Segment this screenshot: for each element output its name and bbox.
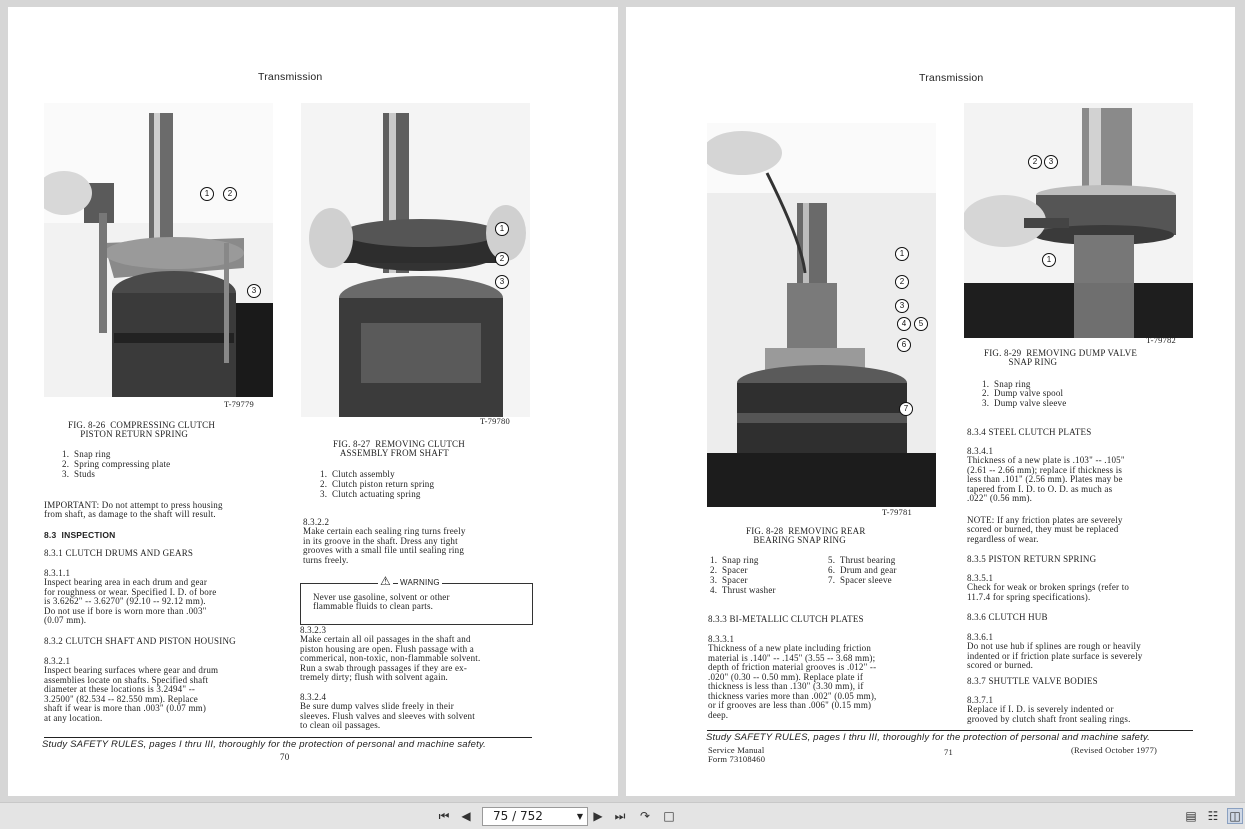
subsection-heading: 8.3.5 PISTON RETURN SPRING (967, 554, 1097, 564)
legend-item: 3. Spacer (710, 575, 748, 585)
figure-number: T-79782 (1146, 335, 1176, 345)
paragraph: 8.3.2.2 Make certain each sealing ring turns freely in its groove in the shaft. Dress any tight grooves with a small file until sealing ring turns freely. (303, 517, 466, 565)
chevron-down-icon: ▼ (576, 812, 583, 821)
legend-item: 7. Spacer sleeve (828, 575, 892, 585)
paragraph: 8.3.5.1 Check for weak or broken springs (refer to 11.7.4 for spring specifications). (967, 573, 1130, 602)
viewer-toolbar (0, 802, 1245, 829)
legend-item: 1. Snap ring (982, 379, 1031, 389)
callout-3: 3 (895, 299, 909, 313)
left-page (8, 7, 618, 796)
rotate-icon[interactable]: ↷ (639, 809, 651, 823)
continuous-view-icon[interactable]: ☷ (1207, 809, 1219, 823)
page-header: Transmission (919, 72, 984, 84)
subsection-heading: 8.3.3 BI-METALLIC CLUTCH PLATES (708, 614, 864, 624)
safety-notice: Study SAFETY RULES, pages I thru III, thoroughly for the protection of personal and machine safety. (42, 739, 487, 750)
legend-item: 2. Dump valve spool (982, 388, 1064, 398)
legend-item: 3. Clutch actuating spring (320, 489, 421, 499)
callout-3: 3 (495, 275, 509, 289)
warning-title: WARNING (400, 578, 440, 587)
figure-caption: FIG. 8-27 REMOVING CLUTCH ASSEMBLY FROM SHAFT (333, 439, 465, 459)
next-page-icon[interactable]: ▶ (593, 809, 603, 823)
callout-3: 3 (1044, 155, 1058, 169)
figure-caption: FIG. 8-28 REMOVING REAR BEARING SNAP RING (746, 526, 866, 546)
important-note: IMPORTANT: Do not attempt to press housing from shaft, as damage to the shaft will result. (44, 500, 223, 520)
legend-item: 6. Drum and gear (828, 565, 897, 575)
warning-icon: ⚠ (380, 574, 391, 588)
right-page (626, 7, 1235, 796)
figure-8-28-photo (707, 123, 936, 507)
paragraph: 8.3.3.1 Thickness of a new plate including friction material is .140" -- .145" (3.55 -- 3.68 mm); depth of friction material grooves is .012" -- .020" (0.30 -- 0.50 mm). Replace plate if thickness is less than .130" (3.30 mm), if thickness varies more than .002" (0.05 mm), or if grooves are less than .006" (0.15 mm) deep. (708, 634, 877, 720)
subsection-heading: 8.3.6 CLUTCH HUB (967, 612, 1048, 622)
callout-7: 7 (899, 402, 913, 416)
legend-item: 3. Dump valve sleeve (982, 398, 1067, 408)
section-heading: 8.3 INSPECTION (44, 530, 116, 540)
single-page-view-icon[interactable]: ▤ (1185, 809, 1197, 823)
subsection-heading: 8.3.4 STEEL CLUTCH PLATES (967, 427, 1092, 437)
paragraph: 8.3.1.1 Inspect bearing area in each drum and gear for roughness or wear. Specified I. D. of bore is 3.6262" -- 3.6270" (92.10 -- 92.12 mm). Do not use if bore is worn more than .003" (0.07 mm). (44, 568, 217, 626)
footer-rule (707, 730, 1193, 731)
footer-form: Service Manual Form 73108460 (708, 745, 766, 764)
legend-item: 1. Snap ring (710, 555, 759, 565)
subsection-heading: 8.3.1 CLUTCH DRUMS AND GEARS (44, 548, 194, 558)
legend-item: 4. Thrust washer (710, 585, 776, 595)
callout-2: 2 (1028, 155, 1042, 169)
footer-rule (44, 737, 532, 738)
paragraph: 8.3.2.3 Make certain all oil passages in the shaft and piston housing are open. Flush passage with a commerical, non-toxic, non-flammable solvent. Run a swab through passages if they are ex- tremely dirty; flush with solvent again. (300, 625, 481, 683)
callout-2: 2 (495, 252, 509, 266)
figure-caption: FIG. 8-29 REMOVING DUMP VALVE SNAP RING (984, 348, 1138, 368)
callout-1: 1 (495, 222, 509, 236)
two-page-view-icon[interactable]: ◫ (1227, 808, 1243, 824)
last-page-icon[interactable]: ⏭ (614, 809, 626, 823)
safety-notice: Study SAFETY RULES, pages I thru III, thoroughly for the protection of personal and machine safety. (706, 732, 1151, 743)
page-indicator: 75 / 752 (493, 809, 543, 823)
legend-item: 2. Spacer (710, 565, 748, 575)
paragraph: 8.3.6.1 Do not use hub if splines are rough or heavily indented or if friction plate surface is severely scored or burned. (967, 632, 1143, 671)
subsection-heading: 8.3.2 CLUTCH SHAFT AND PISTON HOUSING (44, 636, 236, 646)
first-page-icon[interactable]: ⏮ (438, 809, 450, 823)
paragraph: 8.3.2.1 Inspect bearing surfaces where gear and drum assemblies locate on shafts. Specified shaft diameter at these locations is 3.2494" -- 3.2500" (82.534 -- 82.550 mm). Replace shaft if wear is more than .003" (0.07 mm) at any location. (44, 656, 219, 723)
fit-icon[interactable]: □ (663, 809, 675, 823)
callout-1: 1 (895, 247, 909, 261)
page-number: 71 (944, 747, 953, 757)
callout-1: 1 (1042, 253, 1056, 267)
subsection-heading: 8.3.7 SHUTTLE VALVE BODIES (967, 676, 1098, 686)
legend-item: 5. Thrust bearing (828, 555, 896, 565)
figure-caption: FIG. 8-26 COMPRESSING CLUTCH PISTON RETURN SPRING (68, 420, 216, 440)
legend-item: 1. Snap ring (62, 449, 111, 459)
callout-5: 5 (914, 317, 928, 331)
figure-number: T-79781 (882, 507, 912, 517)
figure-number: T-79780 (480, 416, 510, 426)
note: NOTE: If any friction plates are severely scored or burned, they must be replaced regardless of wear. (967, 515, 1123, 544)
legend-item: 1. Clutch assembly (320, 469, 395, 479)
warning-text: Never use gasoline, solvent or other flammable fluids to clean parts. (313, 592, 450, 612)
callout-4: 4 (897, 317, 911, 331)
legend-item: 3. Studs (62, 469, 96, 479)
page-number: 70 (280, 752, 290, 762)
figure-number: T-79779 (224, 399, 254, 409)
callout-1: 1 (200, 187, 214, 201)
callout-6: 6 (897, 338, 911, 352)
paragraph: 8.3.7.1 Replace if I. D. is severely indented or grooved by clutch shaft front sealing rings. (967, 695, 1131, 724)
prev-page-icon[interactable]: ◀ (461, 809, 471, 823)
callout-2: 2 (223, 187, 237, 201)
callout-2: 2 (895, 275, 909, 289)
page-select[interactable] (482, 807, 588, 826)
paragraph: 8.3.4.1 Thickness of a new plate is .103" -- .105" (2.61 -- 2.66 mm); replace if thickness is less than .101" (2.56 mm). Plates may be tapered from I. D. to O. D. as much as .022" (0.56 mm). (967, 446, 1125, 504)
page-header: Transmission (258, 71, 323, 83)
figure-8-29-photo (964, 103, 1193, 338)
revision-date: (Revised October 1977) (1071, 745, 1158, 755)
legend-item: 2. Spring compressing plate (62, 459, 171, 469)
callout-3: 3 (247, 284, 261, 298)
legend-item: 2. Clutch piston return spring (320, 479, 435, 489)
paragraph: 8.3.2.4 Be sure dump valves slide freely in their sleeves. Flush valves and sleeves with solvent to clean oil passages. (300, 692, 475, 731)
figure-8-26-photo (44, 103, 273, 397)
